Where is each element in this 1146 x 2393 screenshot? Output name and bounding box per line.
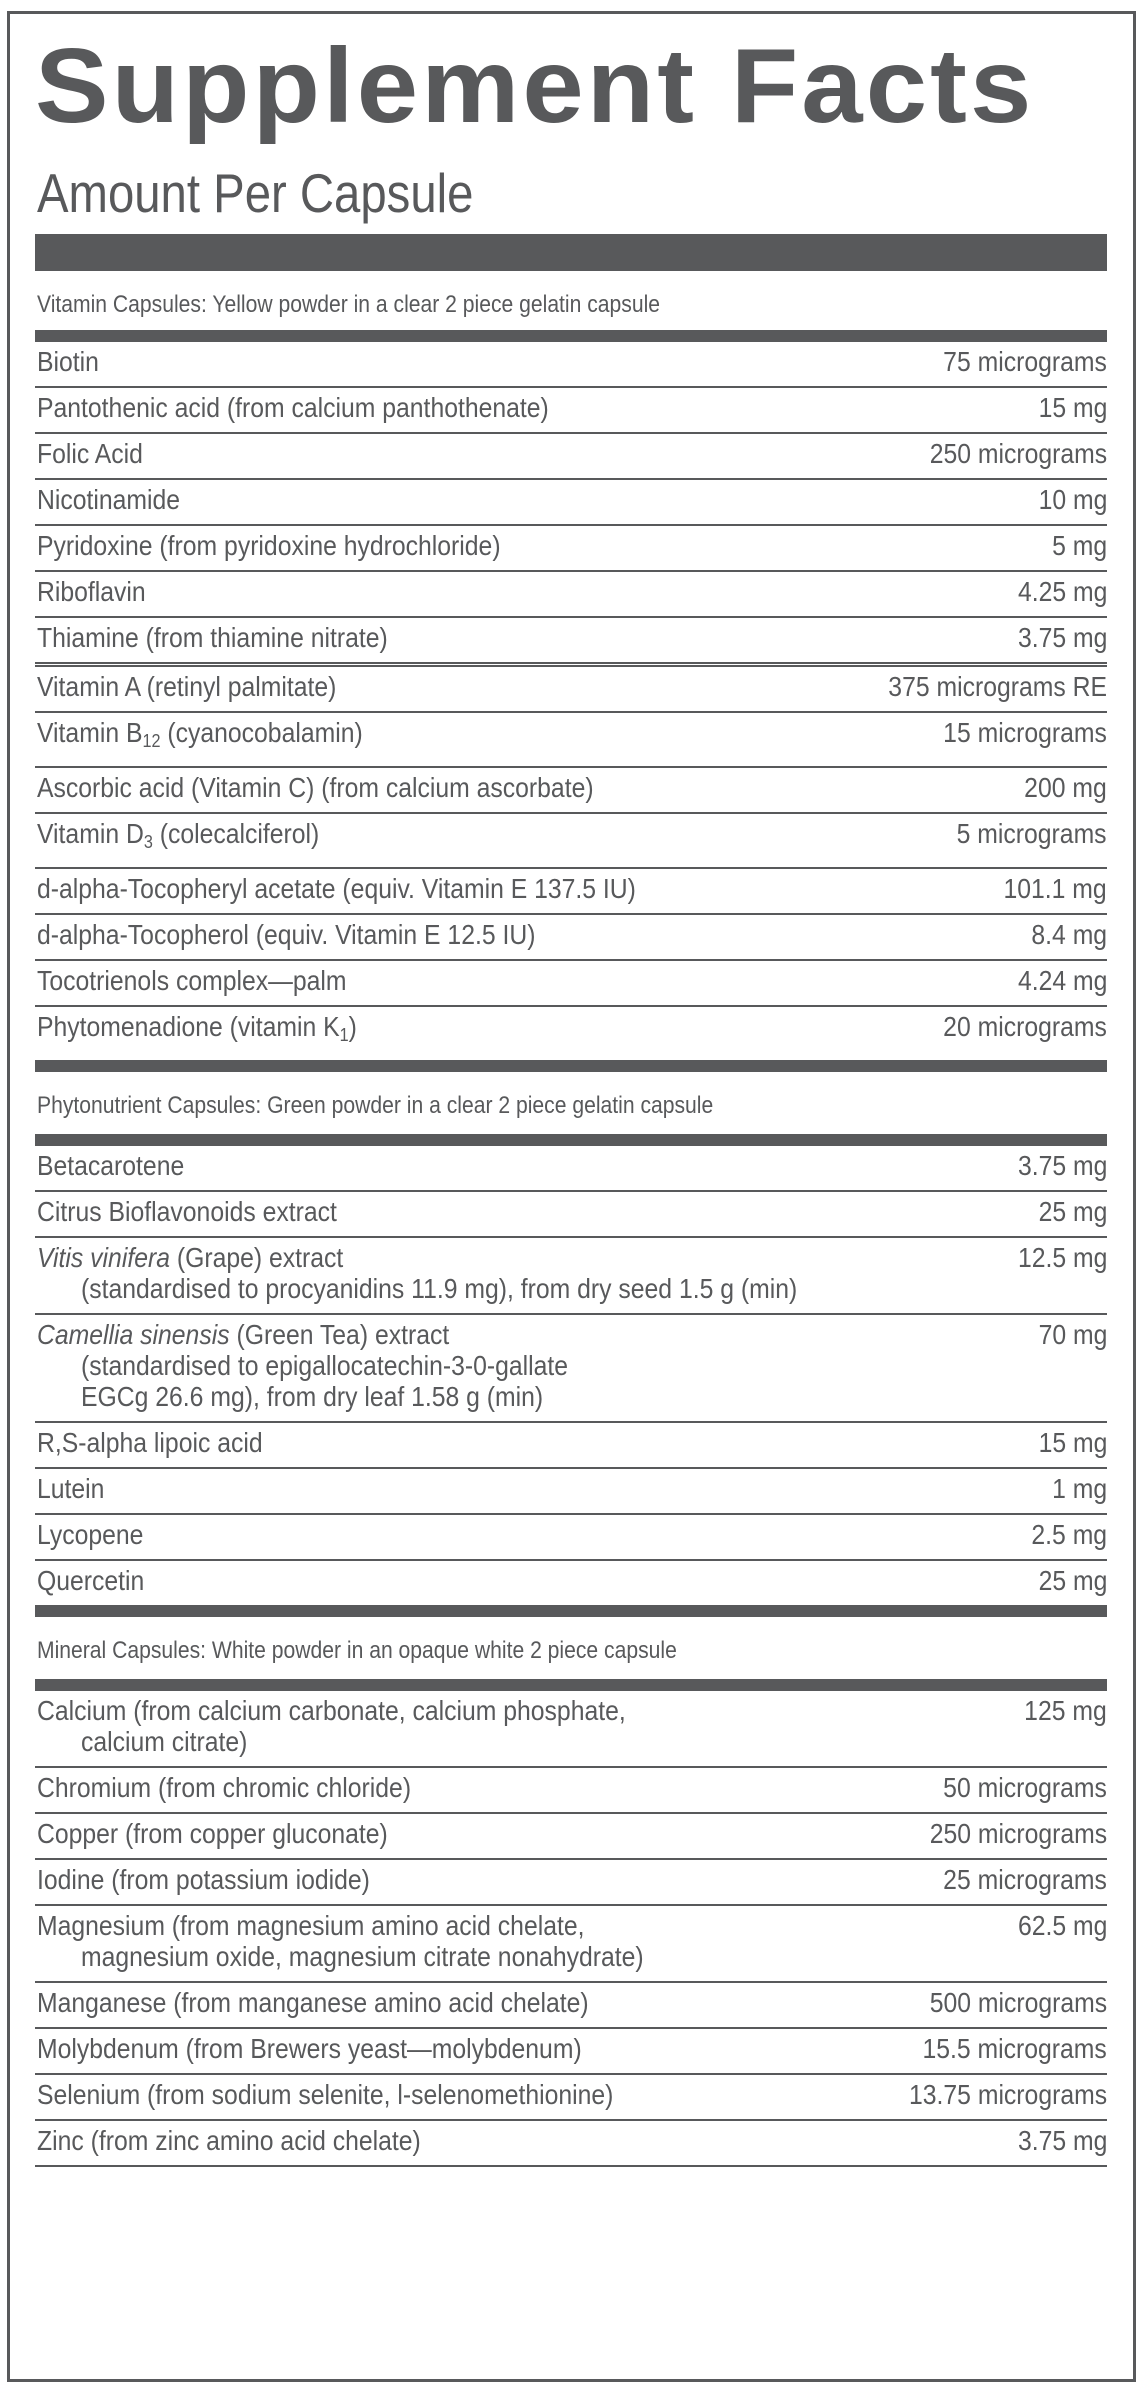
- nutrient-name-text: (colecalciferol): [152, 818, 320, 849]
- nutrient-amount: 15 micrograms: [943, 717, 1107, 748]
- nutrient-amount: 12.5 mg: [1017, 1242, 1107, 1273]
- nutrient-name: [37, 873, 757, 904]
- nutrient-amount: 15.5 micrograms: [922, 2033, 1107, 2064]
- nutrient-name-text: Manganese (from manganese amino acid chelate): [37, 1987, 589, 2018]
- nutrient-name: [37, 1565, 757, 1596]
- table-row: [35, 768, 1107, 814]
- nutrient-name: [37, 1987, 757, 2018]
- nutrient-name-text: Ascorbic acid (Vitamin C) (from calcium ascorbate): [37, 772, 594, 803]
- nutrient-name-text: Selenium (from sodium selenite, l-selenomethionine): [37, 2079, 614, 2110]
- table-row: [35, 1192, 1107, 1238]
- nutrient-amount: 2.5 mg: [1031, 1519, 1107, 1550]
- nutrient-name: [37, 530, 757, 561]
- nutrient-name-italic: Camellia sinensis: [37, 1319, 230, 1350]
- nutrient-name: [37, 717, 757, 757]
- nutrient-amount: 250 micrograms: [929, 438, 1107, 469]
- nutrient-name-text: Quercetin: [37, 1565, 145, 1596]
- table-row: [35, 1983, 1107, 2029]
- nutrient-name-text: Vitamin D: [37, 818, 144, 849]
- table-row: [35, 1561, 1107, 1617]
- nutrient-amount: 8.4 mg: [1031, 919, 1107, 950]
- nutrient-name: [37, 438, 757, 469]
- nutrient-name: [37, 1319, 757, 1350]
- nutrient-amount: 13.75 micrograms: [908, 2079, 1107, 2110]
- table-row: [35, 1906, 1107, 1983]
- nutrient-name-text: Copper (from copper gluconate): [37, 1818, 388, 1849]
- nutrient-detail: EGCg 26.6 mg), from dry leaf 1.58 g (min): [81, 1381, 544, 1412]
- nutrient-name-text: Chromium (from chromic chloride): [37, 1772, 412, 1803]
- nutrient-name: [37, 2079, 757, 2110]
- nutrient-name: [37, 2125, 757, 2156]
- table-row: [35, 1814, 1107, 1860]
- facts-table: [35, 271, 1107, 2167]
- nutrient-name: [37, 484, 757, 515]
- nutrient-name-text: Iodine (from potassium iodide): [37, 1864, 370, 1895]
- nutrient-name-text: Pyridoxine (from pyridoxine hydrochloride): [37, 530, 501, 561]
- nutrient-amount: 25 mg: [1038, 1196, 1107, 1227]
- nutrient-name: [37, 1772, 757, 1803]
- nutrient-amount: 3.75 mg: [1017, 1150, 1107, 1181]
- nutrient-name-text: Vitamin B: [37, 717, 143, 748]
- nutrient-amount: 20 micrograms: [943, 1011, 1107, 1042]
- table-row: [35, 1768, 1107, 1814]
- nutrient-amount: 50 micrograms: [943, 1772, 1107, 1803]
- nutrient-name-text: Calcium (from calcium carbonate, calcium phosphate,: [37, 1695, 626, 1726]
- nutrient-amount: 250 micrograms: [929, 1818, 1107, 1849]
- nutrient-name-italic: Vitis vinifera: [37, 1242, 170, 1273]
- section-heading-text: Phytonutrient Capsules: Green powder in a clear 2 piece gelatin capsule: [37, 1092, 714, 1119]
- nutrient-name: [37, 1427, 757, 1458]
- nutrient-amount: 125 mg: [1024, 1695, 1107, 1726]
- table-row: [35, 1469, 1107, 1515]
- table-row: [35, 1315, 1107, 1423]
- section-heading-text: Mineral Capsules: White powder in an opaque white 2 piece capsule: [37, 1637, 677, 1664]
- nutrient-amount: 75 micrograms: [943, 346, 1107, 377]
- nutrient-name: [37, 346, 757, 377]
- nutrient-amount: 15 mg: [1038, 392, 1107, 423]
- table-row: [35, 869, 1107, 915]
- table-row: [35, 388, 1107, 434]
- nutrient-name-text: Biotin: [37, 346, 99, 377]
- nutrient-name-text: Citrus Bioflavonoids extract: [37, 1196, 337, 1227]
- table-row: [35, 1860, 1107, 1906]
- table-row: [35, 915, 1107, 961]
- nutrient-name: [37, 919, 757, 950]
- nutrient-name: [37, 1242, 757, 1273]
- nutrient-amount: 200 mg: [1024, 772, 1107, 803]
- nutrient-amount: 70 mg: [1038, 1319, 1107, 1350]
- table-row: [35, 572, 1107, 618]
- table-row: [35, 1238, 1107, 1315]
- nutrient-name-text: (cyanocobalamin): [160, 717, 363, 748]
- nutrient-name-text: d-alpha-Tocopheryl acetate (equiv. Vitamin E 137.5 IU): [37, 873, 636, 904]
- section-heading: [35, 1072, 1107, 1146]
- header-divider-bar: [35, 234, 1107, 271]
- table-row: [35, 434, 1107, 480]
- nutrient-amount: 5 mg: [1051, 530, 1107, 561]
- nutrient-amount: 5 micrograms: [957, 818, 1107, 849]
- table-row: [35, 667, 1107, 713]
- nutrient-name-text: Lycopene: [37, 1519, 144, 1550]
- nutrient-name: [37, 965, 757, 996]
- nutrient-name-text: Vitamin A (retinyl palmitate): [37, 671, 337, 702]
- section-heading: [35, 271, 1107, 342]
- table-row: [35, 342, 1107, 388]
- nutrient-amount: 3.75 mg: [1017, 622, 1107, 653]
- nutrient-amount: 15 mg: [1038, 1427, 1107, 1458]
- table-row: [35, 1691, 1107, 1768]
- nutrient-amount: 101.1 mg: [1003, 873, 1107, 904]
- nutrient-name-text: Lutein: [37, 1473, 105, 1504]
- table-row: [35, 1423, 1107, 1469]
- nutrient-name-text: Betacarotene: [37, 1150, 185, 1181]
- nutrient-amount: 10 mg: [1038, 484, 1107, 515]
- nutrient-name: [37, 622, 757, 653]
- nutrient-name-text: Nicotinamide: [37, 484, 181, 515]
- nutrient-name-text: Magnesium (from magnesium amino acid chelate,: [37, 1910, 585, 1941]
- nutrient-name-text: d-alpha-Tocopherol (equiv. Vitamin E 12.5 IU): [37, 919, 536, 950]
- table-row: [35, 618, 1107, 667]
- nutrient-detail: calcium citrate): [81, 1726, 248, 1757]
- table-row: [35, 2075, 1107, 2121]
- nutrient-name: [37, 2033, 757, 2064]
- serving-subtitle: Amount Per Capsule: [37, 162, 474, 224]
- nutrient-amount: 4.25 mg: [1017, 576, 1107, 607]
- nutrient-name-text: Phytomenadione (vitamin K: [37, 1011, 340, 1042]
- nutrient-name-text: (Grape) extract: [169, 1242, 344, 1273]
- table-row: [35, 1515, 1107, 1561]
- nutrient-detail: (standardised to epigallocatechin-3-0-gallate: [81, 1350, 569, 1381]
- nutrient-name-text: Molybdenum (from Brewers yeast—molybdenum): [37, 2033, 582, 2064]
- nutrient-amount: 1 mg: [1051, 1473, 1107, 1504]
- nutrient-amount: 25 mg: [1038, 1565, 1107, 1596]
- table-row: [35, 526, 1107, 572]
- nutrient-amount: 375 micrograms RE: [888, 671, 1107, 702]
- nutrient-name: [37, 1864, 757, 1895]
- nutrient-amount: 62.5 mg: [1017, 1910, 1107, 1941]
- nutrient-name-text: Folic Acid: [37, 438, 143, 469]
- nutrient-name: [37, 1910, 757, 1941]
- nutrient-name-text: Pantothenic acid (from calcium panthothenate): [37, 392, 549, 423]
- nutrient-name: [37, 1519, 757, 1550]
- nutrient-name: [37, 1011, 757, 1051]
- table-row: [35, 2029, 1107, 2075]
- nutrient-amount: 4.24 mg: [1017, 965, 1107, 996]
- section-heading-text: Vitamin Capsules: Yellow powder in a clear 2 piece gelatin capsule: [37, 291, 661, 318]
- table-row: [35, 814, 1107, 869]
- supplement-facts-panel: [7, 11, 1136, 2382]
- table-row: [35, 2121, 1107, 2167]
- table-row: [35, 480, 1107, 526]
- nutrient-name: [37, 1473, 757, 1504]
- table-row: [35, 1146, 1107, 1192]
- nutrient-detail: (standardised to procyanidins 11.9 mg), from dry seed 1.5 g (min): [81, 1273, 798, 1304]
- nutrient-name-text: Thiamine (from thiamine nitrate): [37, 622, 388, 653]
- nutrient-name-text: (Green Tea) extract: [229, 1319, 450, 1350]
- page-title: Supplement Facts: [35, 27, 1035, 145]
- nutrient-name: [37, 1818, 757, 1849]
- table-row: [35, 961, 1107, 1007]
- nutrient-amount: 3.75 mg: [1017, 2125, 1107, 2156]
- nutrient-detail: magnesium oxide, magnesium citrate nonahydrate): [81, 1941, 644, 1972]
- nutrient-name-text: R,S-alpha lipoic acid: [37, 1427, 263, 1458]
- nutrient-name: [37, 392, 757, 423]
- nutrient-name: [37, 576, 757, 607]
- nutrient-name: [37, 1695, 757, 1726]
- nutrient-name-subscript: 3: [143, 832, 153, 852]
- table-row: [35, 1007, 1107, 1072]
- nutrient-name-subscript: 1: [339, 1025, 349, 1045]
- nutrient-name-text: Tocotrienols complex—palm: [37, 965, 347, 996]
- nutrient-amount: 500 micrograms: [929, 1987, 1107, 2018]
- nutrient-name-text: ): [348, 1011, 357, 1042]
- nutrient-name-subscript: 12: [142, 731, 161, 751]
- nutrient-name: [37, 1196, 757, 1227]
- section-heading: [35, 1617, 1107, 1691]
- nutrient-name-text: Riboflavin: [37, 576, 146, 607]
- nutrient-name: [37, 671, 757, 702]
- table-row: [35, 713, 1107, 768]
- nutrient-name: [37, 772, 757, 803]
- nutrient-name-text: Zinc (from zinc amino acid chelate): [37, 2125, 421, 2156]
- nutrient-amount: 25 micrograms: [943, 1864, 1107, 1895]
- nutrient-name: [37, 1150, 757, 1181]
- nutrient-name: [37, 818, 757, 858]
